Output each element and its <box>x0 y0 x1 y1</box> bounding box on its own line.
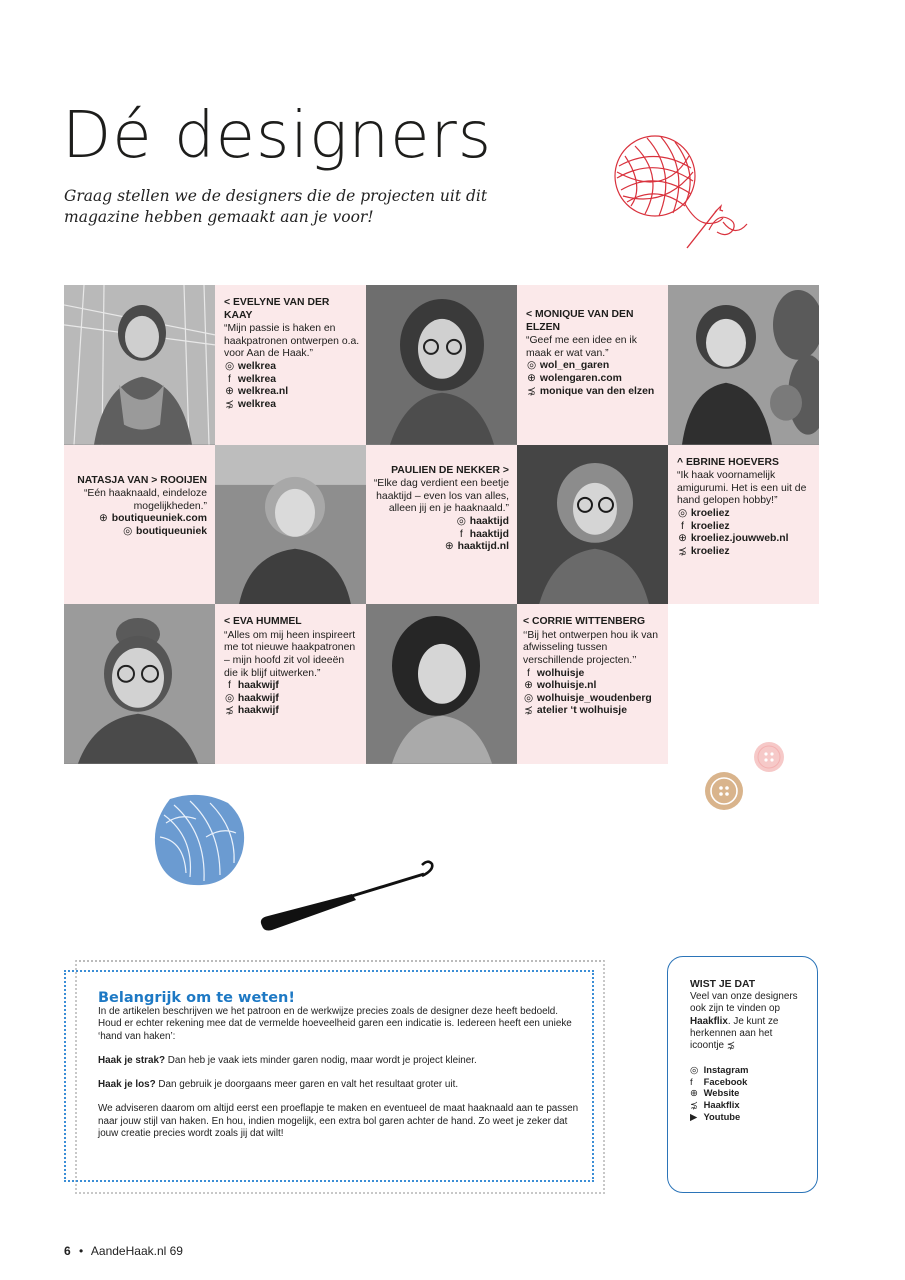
designer-card-eva <box>215 604 366 764</box>
social-haakflix: ⋨ atelier ‘t wolhuisje <box>524 705 627 717</box>
designer-card-monique <box>517 285 668 445</box>
designer-quote: “Geef me een idee en ik maak er wat van.” <box>526 335 637 359</box>
designer-name: NATASJA VAN > ROOIJEN <box>77 474 207 486</box>
legend-item-haakflix: ⋨ Haakflix <box>690 1099 740 1110</box>
designer-photo-natasja <box>215 445 366 605</box>
crochet-hook-illustration <box>256 860 438 934</box>
youtube-icon: ▶ <box>690 1110 698 1122</box>
yarn-ball-illustration <box>605 126 755 251</box>
social-instagram: ◎ kroeliez <box>677 507 730 519</box>
facebook-icon: f <box>459 528 463 540</box>
info-box-los: Haak je los? Dan gebruik je doorgaans meer garen en valt het resultaat groter uit. <box>98 1079 459 1091</box>
social-haakflix: ⋨ kroeliez <box>678 545 730 557</box>
social-website: ⊕ wolhuisje.nl <box>524 680 597 692</box>
designer-name: PAULIEN DE NEKKER > <box>391 464 509 476</box>
social-instagram: ◎ wol_en_garen <box>526 360 610 372</box>
instagram-icon: ◎ <box>456 515 466 527</box>
designer-quote: “Alles om mij heen inspireert me tot nieuwe haakpatronen – mijn hoofd zit vol ideeën die ik blijf uitwerken.” <box>224 629 356 679</box>
social-website: ⊕ kroeliez.jouwweb.nl <box>678 533 789 545</box>
info-box <box>64 970 594 1182</box>
website-icon: ⊕ <box>690 1087 698 1099</box>
designer-photo-eva <box>64 604 215 764</box>
haakflix-icon: ⋨ <box>690 1099 698 1110</box>
website-icon: ⊕ <box>98 513 108 525</box>
instagram-icon: ◎ <box>526 360 537 372</box>
designer-name: < EVELYNE VAN DER KAAY <box>224 297 330 321</box>
website-icon: ⊕ <box>524 680 533 692</box>
social-instagram: ◎ boutiqueuniek <box>123 525 207 537</box>
facebook-icon: f <box>527 667 530 679</box>
blue-yarn-skein-illustration <box>150 793 250 888</box>
social-facebook: f haakwijf <box>224 680 360 693</box>
designer-photo-evelyne <box>64 285 215 445</box>
haakflix-icon: ⋨ <box>225 398 234 410</box>
info-box-strak: Haak je strak? Dan heb je vaak iets minder garen nodig, maar wordt je project kleiner. <box>98 1054 477 1066</box>
footer-bullet: • <box>79 1244 84 1258</box>
designer-quote: “Eén haaknaald, eindeloze mogelijkheden.” <box>83 488 207 512</box>
social-website: ⊕ welkrea.nl <box>225 386 289 398</box>
social-website: ⊕ haaktijd.nl <box>444 541 509 553</box>
social-facebook: f kroeliez <box>677 521 813 534</box>
social-haakflix: ⋨ welkrea <box>225 398 277 410</box>
instagram-icon: ◎ <box>690 1064 699 1076</box>
social-facebook: f wolhuisje <box>523 668 666 681</box>
social-website: ⊕ wolengaren.com <box>527 372 622 384</box>
designer-card-corrie <box>517 604 668 764</box>
designer-quote: ‘‘Bij het ontwerpen hou ik van afwisseling tussen verschillende projecten.’’ <box>523 629 658 666</box>
page-title: Dé designers <box>62 99 493 173</box>
designer-quote: “Elke dag verdient een beetje haaktijd – even los van alles, alleen jij en je haaknaald.” <box>373 478 509 515</box>
designers-grid <box>64 285 819 764</box>
pink-button-icon <box>752 740 786 774</box>
social-instagram: ◎ haakwijf <box>224 692 279 704</box>
did-you-know-heading: WIST JE DAT <box>690 979 756 990</box>
website-icon: ⊕ <box>225 386 234 398</box>
designer-name: < EVA HUMMEL <box>224 616 302 628</box>
facebook-icon: f <box>228 680 231 692</box>
designer-photo-monique <box>366 285 517 445</box>
designer-card-paulien <box>366 445 517 605</box>
website-icon: ⊕ <box>444 541 454 553</box>
instagram-icon: ◎ <box>224 360 235 372</box>
social-haakflix: ⋨ monique van den elzen <box>527 385 655 397</box>
legend-item-youtube: ▶ Youtube <box>690 1110 741 1122</box>
page-footer <box>64 1244 183 1258</box>
website-icon: ⊕ <box>678 533 687 545</box>
designer-card-ebrine <box>668 445 819 605</box>
designer-card-evelyne <box>215 285 366 445</box>
haakflix-icon: ⋨ <box>527 385 536 397</box>
designer-quote: “Ik haak voornamelijk amigurumi. Het is een uit de hand gelopen hobby!” <box>677 470 807 507</box>
designer-photo-paulien <box>517 445 668 605</box>
designer-quote: “Mijn passie is haken en haakpatronen ontwerpen o.a. voor Aan de Haak.” <box>224 323 360 360</box>
social-instagram: ◎ wolhuisje_woudenberg <box>523 692 652 704</box>
legend-item-website: ⊕ Website <box>690 1087 740 1099</box>
instagram-icon: ◎ <box>523 692 534 704</box>
designer-name: ^ EBRINE HOEVERS <box>677 456 779 468</box>
social-instagram: ◎ welkrea <box>224 360 277 372</box>
instagram-icon: ◎ <box>123 525 133 537</box>
facebook-icon: f <box>228 373 231 385</box>
icon-legend <box>690 1064 807 1122</box>
page-number: 6 <box>64 1244 71 1258</box>
social-facebook: f welkrea <box>224 374 360 387</box>
designer-name: < CORRIE WITTENBERG <box>523 616 646 628</box>
publication-name: AandeHaak.nl 69 <box>90 1244 183 1258</box>
designer-card-natasja <box>64 445 215 605</box>
instagram-icon: ◎ <box>224 692 235 704</box>
instagram-icon: ◎ <box>677 507 688 519</box>
beige-button-icon <box>702 769 746 813</box>
page-subtitle: Graag stellen we de designers die de projecten uit dit magazine hebben gemaakt aan je voor! <box>64 187 488 226</box>
did-you-know-box <box>667 956 818 1193</box>
designer-photo-corrie <box>366 604 517 764</box>
facebook-icon: f <box>690 1075 693 1087</box>
social-instagram: ◎ haaktijd <box>456 515 509 527</box>
info-box-advice: We adviseren daarom om altijd eerst een proeflapje te maken en eventueel de maat haaknaald aan te passen naar jouw stijl van haken. En hou, indien mogelijk, een extra bol garen achter de hand. Zo weet je zeker dat jouw creatie precies wordt zoals jij dat wilt! <box>98 1103 579 1140</box>
info-box-heading: Belangrijk om te weten! <box>98 990 295 1006</box>
did-you-know-text: Veel van onze designers ook zijn te vinden op Haakflix. Je kunt ze herkennen aan het icoontje ⋨ <box>690 991 798 1052</box>
social-website: ⊕ boutiqueuniek.com <box>98 513 207 525</box>
designer-photo-ebrine <box>668 285 819 445</box>
social-haakflix: ⋨ haakwijf <box>225 705 279 717</box>
legend-item-facebook: f Facebook <box>690 1075 748 1087</box>
legend-item-instagram: ◎ Instagram <box>690 1064 749 1076</box>
haakflix-icon: ⋨ <box>524 705 533 717</box>
haakflix-icon: ⋨ <box>225 705 234 717</box>
info-box-intro: In de artikelen beschrijven we het patroon en de werkwijze precies zoals de designer deze heeft bedoeld. Houd er echter rekening mee dat de vermelde hoeveelheid garen een indicatie is. Iedereen heeft een unieke ‘hand van haken’: <box>98 1006 572 1042</box>
facebook-icon: f <box>681 520 684 532</box>
haakflix-icon: ⋨ <box>678 545 687 557</box>
website-icon: ⊕ <box>527 372 536 384</box>
designer-name: < MONIQUE VAN DEN ELZEN <box>526 309 634 333</box>
social-facebook: f haaktijd <box>372 529 509 542</box>
